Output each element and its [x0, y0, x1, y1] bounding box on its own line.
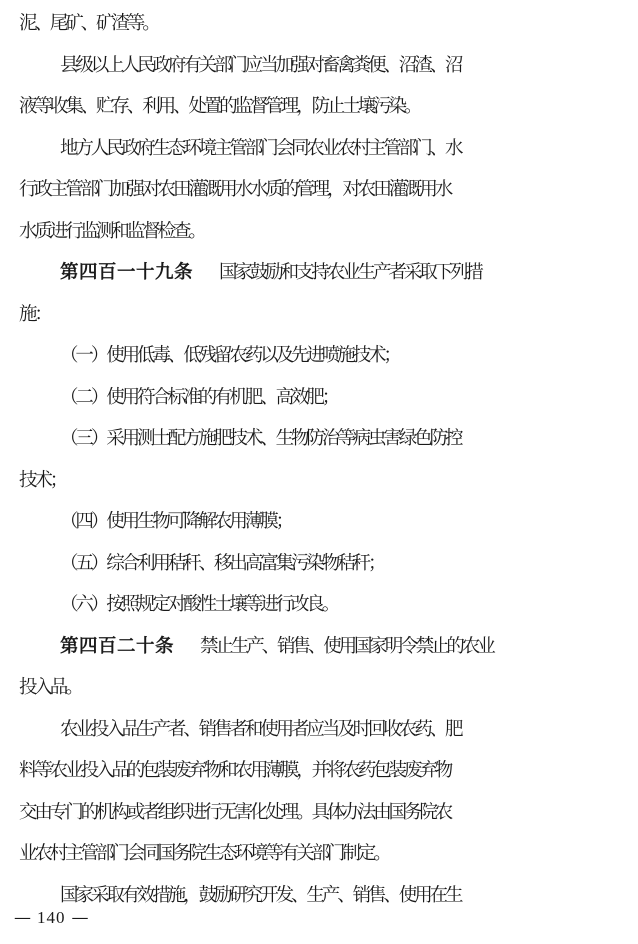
text-line [19, 255, 625, 297]
line-text: 禁止生产、销售、使用国家明令禁止的农业 [200, 635, 493, 657]
line-text: 泥、尾矿、矿渣等。 [19, 13, 158, 34]
text-line [19, 629, 625, 671]
line-text: 液等收集、贮存、利用、处置的监督管理，防止土壤污染。 [19, 96, 420, 117]
line-text: （一）使用低毒、低残留农药以及先进喷施技术； [60, 345, 399, 366]
footer-dash-right: — [71, 908, 89, 928]
text-line [19, 89, 625, 131]
document-page [19, 6, 625, 919]
text-line [19, 214, 625, 256]
text-line [19, 172, 625, 214]
text-line [19, 504, 625, 546]
footer-dash-left: — [14, 908, 31, 928]
text-line [19, 297, 625, 339]
text-line [19, 795, 625, 837]
page-number: 140 [37, 908, 66, 927]
text-line [19, 131, 625, 173]
text-line [19, 753, 625, 795]
line-text: 料等农业投入品的包装废弃物和农用薄膜，并将农药包装废弃物 [19, 760, 451, 781]
line-text: 国家采取有效措施，鼓励研究开发、生产、销售、使用在生 [60, 884, 461, 906]
line-text: 投入品。 [19, 677, 81, 698]
article-heading: 第四百二十条 [60, 635, 175, 657]
line-text: 水质进行监测和监督检查。 [19, 220, 204, 242]
text-line [19, 587, 625, 629]
line-text: 县级以上人民政府有关部门应当加强对畜禽粪便、沼渣、沼 [60, 54, 461, 76]
line-text: 施： [19, 303, 50, 325]
text-line [19, 463, 625, 505]
line-text: （三）采用测土配方施肥技术、生物防治等病虫害绿色防控 [60, 428, 461, 449]
line-text: （六）按照规定对酸性土壤等进行改良。 [60, 594, 338, 615]
text-line [19, 670, 625, 712]
line-text: （四）使用生物可降解农用薄膜； [60, 511, 292, 532]
line-text: 农业投入品生产者、销售者和使用者应当及时回收农药、肥 [60, 718, 461, 740]
article-heading: 第四百一十九条 [60, 262, 194, 283]
line-text: （五）综合利用秸秆、移出高富集污染物秸秆； [60, 552, 384, 574]
line-text: 地方人民政府生态环境主管部门会同农业农村主管部门、水 [60, 137, 461, 159]
line-text: 行政主管部门加强对农田灌溉用水水质的管理，对农田灌溉用水 [19, 179, 451, 200]
text-line [19, 712, 625, 754]
line-text: 国家鼓励和支持农业生产者采取下列措 [219, 262, 481, 283]
text-line [19, 338, 625, 380]
text-line [19, 48, 625, 90]
text-line [19, 421, 625, 463]
line-text: （二）使用符合标准的有机肥、高效肥； [60, 386, 338, 408]
line-text: 技术； [19, 469, 66, 491]
text-line [19, 380, 625, 422]
text-line [19, 836, 625, 878]
text-line [19, 878, 625, 920]
text-line [19, 6, 625, 48]
line-text: 业农村主管部门会同国务院生态环境等有关部门制定。 [19, 843, 389, 864]
page-footer [14, 906, 89, 930]
line-text: 交由专门的机构或者组织进行无害化处理。具体办法由国务院农 [19, 801, 451, 823]
text-line [19, 546, 625, 588]
